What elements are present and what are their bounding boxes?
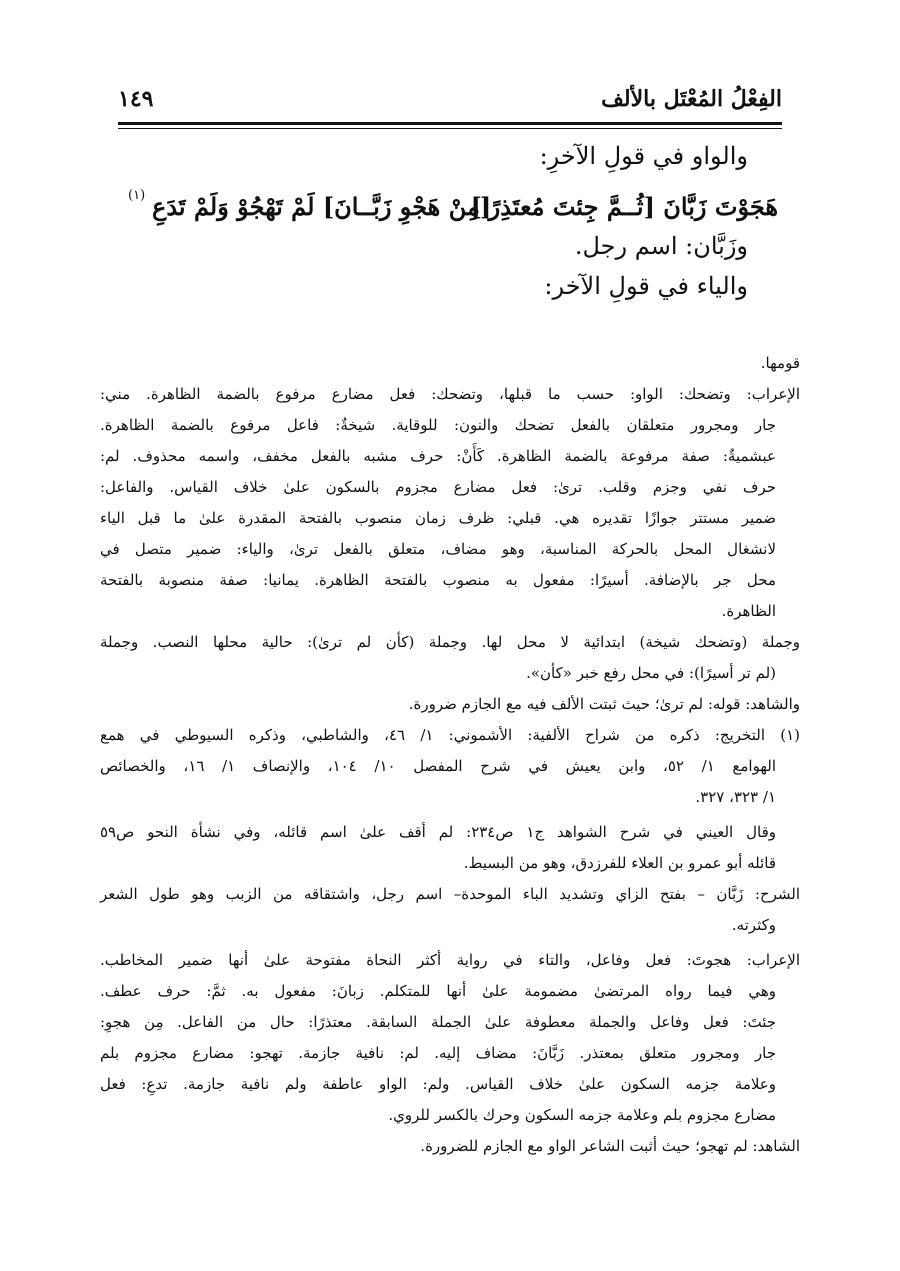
- fn-line: وقال العيني في شرح الشواهد ج١ ص٢٣٤: لم أقف علىٰ اسم قائله، وفي نشأة النحو ص٥٩: [100, 823, 776, 841]
- fn-line: ضمير مستتر جوازًا تقديره هي. قبلي: ظرف زمان منصوب بالفتحة المقدرة علىٰ ما قبل الياء: [100, 509, 776, 527]
- fn-line: وكثرته.: [731, 916, 776, 934]
- fn-line: ١/ ٣٢٣، ٣٢٧.: [695, 788, 776, 806]
- fn-line: الهوامع ١/ ٥٢، وابن يعيش في شرح المفصل ١٠/ ١٠٤، والإنصاف ١/ ١٦، والخصائص: [100, 757, 776, 775]
- verse-second-hemistich: [مِنْ هَجْوِ زَبَّــانَ] لَمْ تَهْجُوْ وَلَمْ تَدَعِ: [152, 192, 492, 221]
- fn-line: جار ومجرور متعلق بمعتذر. زَبَّانَ: مضاف إليه. لم: نافية جازمة. تهجو: مضارع مجزوم بلم: [100, 1044, 776, 1062]
- fn-line: الإعراب: هجوتَ: فعل وفاعل، والتاء في رواية أكثر النحاة مفتوحة علىٰ أنها ضمير المخاطب.: [100, 951, 800, 969]
- fn-line: الظاهرة.: [721, 602, 776, 620]
- fn-line: الشاهد: لم تهجو؛ حيث أثبت الشاعر الواو مع الجازم للضرورة.: [420, 1137, 800, 1155]
- header-rule-thick: [118, 122, 782, 125]
- fn-line: محل جر بالإضافة. أسيرًا: مفعول به منصوب بالفتحة الظاهرة. يمانيا: صفة منصوبة بالفتحة: [100, 571, 776, 589]
- fn-line: وجملة (وتضحك شيخة) ابتدائية لا محل لها. وجملة (كأن لم ترىٰ): حالية محلها النصب. وجملة: [100, 633, 800, 651]
- fn-line: عبشميةٌ: صفة مرفوعة بالضمة الظاهرة. كَأَنْ: حرف مشبه بالفعل مخفف، واسمه محذوف. لم:: [100, 447, 776, 465]
- fn-line: الإعراب: وتضحك: الواو: حسب ما قبلها، وتضحك: فعل مضارع مرفوع بالضمة الظاهرة. مني:: [100, 385, 800, 403]
- fn-line: وهي فيما رواه المرتضىٰ مضمومة علىٰ أنها للمتكلم. زبانَ: مفعول به. ثمَّ: حرف عطف.: [100, 982, 776, 1000]
- chapter-title: الفِعْلُ المُعْتَل بالألف: [601, 86, 782, 112]
- fn-line: جار ومجرور متعلقان بالفعل تضحك والنون: للوقاية. شيخةٌ: فاعل مرفوع بالضمة الظاهرة.: [100, 416, 776, 434]
- footnote-marker: (١): [128, 188, 146, 203]
- running-header: [118, 82, 782, 122]
- intro-waw: والواو في قولِ الآخرِ:: [539, 142, 748, 170]
- fn-line: لانشغال المحل بالحركة المناسبة، وهو مضاف، متعلق بالفعل ترىٰ، والياء: ضمير متصل في: [100, 540, 776, 558]
- fn-line: وعلامة جزمه السكون علىٰ خلاف القياس. ولم: الواو عاطفة ولم نافية جازمة. تدعِ: فعل: [100, 1075, 776, 1093]
- page-number: ١٤٩: [118, 86, 154, 112]
- intro-ya: والياء في قولِ الآخر:: [544, 272, 748, 300]
- fn-line: والشاهد: قوله: لم ترىٰ؛ حيث ثبتت الألف فيه مع الجازم ضرورة.: [408, 695, 800, 713]
- fn-line: حرف نفي وجزم وقلب. ترىٰ: فعل مضارع مجزوم بالسكون علىٰ خلاف القياس. والفاعل:: [100, 478, 776, 496]
- gloss-line: وزَبَّان: اسم رجل.: [574, 232, 748, 260]
- fn-line: الشرح: زَبَّان – بفتح الزاي وتشديد الباء الموحدة– اسم رجل، واشتقاقه من الزبب وهو طول الشعر: [100, 885, 800, 903]
- verse-first-hemistich: هَجَوْتَ زَبَّانَ [ثُــمَّ جِئتَ مُعتَذِرًا]: [470, 192, 778, 221]
- header-rule-thin: [118, 128, 782, 129]
- fn-line: قائله أبو عمرو بن العلاء للفرزدق، وهو من البسيط.: [463, 854, 776, 872]
- fn-line: (١) التخريج: ذكره من شراح الألفية: الأشموني: ١/ ٤٦، والشاطبي، وذكره السيوطي في همع: [100, 726, 800, 744]
- fn-line: (لم تر أسيرًا): في محل رفع خبر «كأن».: [526, 664, 776, 682]
- fn-line: قومها.: [760, 354, 800, 372]
- fn-line: مضارع مجزوم بلم وعلامة جزمه السكون وحرك بالكسر للروي.: [388, 1106, 776, 1124]
- fn-line: جئتَ: فعل وفاعل والجملة معطوفة علىٰ الجملة السابقة. معتذرًا: حال من الفاعل. مِن هجوِ:: [100, 1013, 776, 1031]
